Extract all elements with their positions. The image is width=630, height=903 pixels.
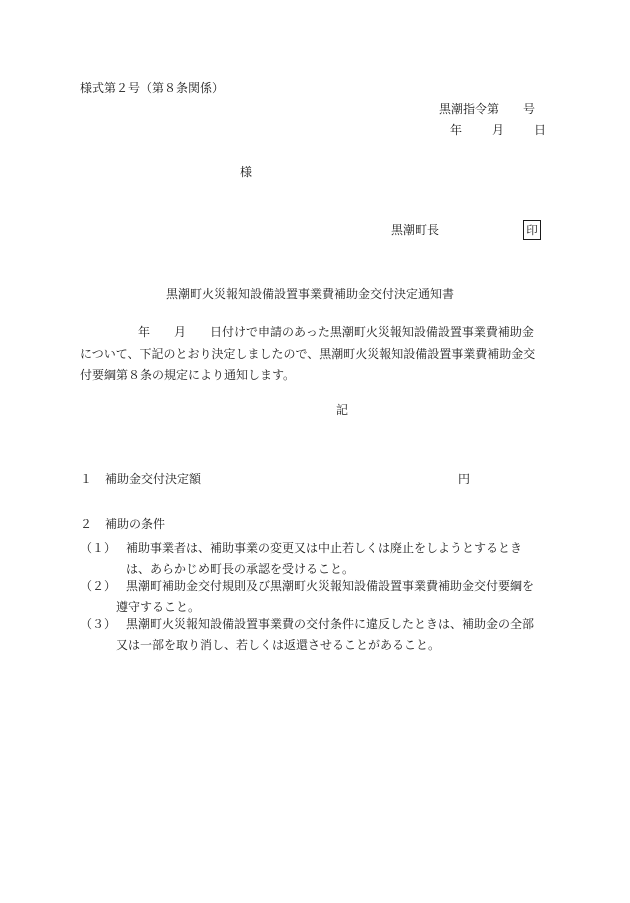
condition-text: 又は一部を取り消し、若しくは返還させることがあること。 (116, 638, 441, 652)
body-line: 年 月 日付けで申請のあった黒潮町火災報知設備設置事業費補助金 (138, 325, 534, 339)
condition-text: 遵守すること。 (116, 600, 201, 614)
date-day: 日 (534, 123, 547, 137)
condition-number: （３） (80, 617, 117, 631)
body-line: 付要綱第８条の規定により通知します。 (80, 368, 296, 382)
condition-text: 黒潮町補助金交付規則及び黒潮町火災報知設備設置事業費補助金交付要綱を (126, 579, 535, 593)
body-line: について、下記のとおり決定しましたので、黒潮町火災報知設備設置事業費補助金交 (80, 346, 536, 361)
condition-number: （１） (80, 541, 117, 555)
ki-heading: 記 (336, 403, 349, 417)
date-month: 月 (492, 123, 505, 137)
item-number: ２ (80, 517, 93, 531)
condition-text: 黒潮町火災報知設備設置事業費の交付条件に違反したときは、補助金の全部 (126, 617, 535, 631)
notice-number: 黒潮指令第 号 (439, 102, 536, 116)
document-title: 黒潮町火災報知設備設置事業費補助金交付決定通知書 (166, 287, 455, 301)
notice-date (450, 121, 546, 139)
form-number: 様式第２号（第８条関係） (80, 81, 225, 95)
seal-stamp: 印 (523, 220, 541, 240)
condition-text: は、あらかじめ町長の承認を受けること。 (126, 562, 355, 576)
body-paragraph (80, 322, 550, 387)
condition-number: （２） (80, 579, 117, 593)
grant-amount-label: 補助金交付決定額 (105, 472, 202, 486)
addressee-honorific: 様 (240, 165, 253, 179)
condition-text: 補助事業者は、補助事業の変更又は中止若しくは廃止をしようとするとき (126, 541, 523, 555)
yen-unit: 円 (458, 472, 471, 486)
conditions-label: 補助の条件 (105, 517, 166, 531)
date-year: 年 (450, 123, 463, 137)
item-number: １ (80, 472, 93, 486)
issuer-title: 黒潮町長 (391, 223, 440, 237)
